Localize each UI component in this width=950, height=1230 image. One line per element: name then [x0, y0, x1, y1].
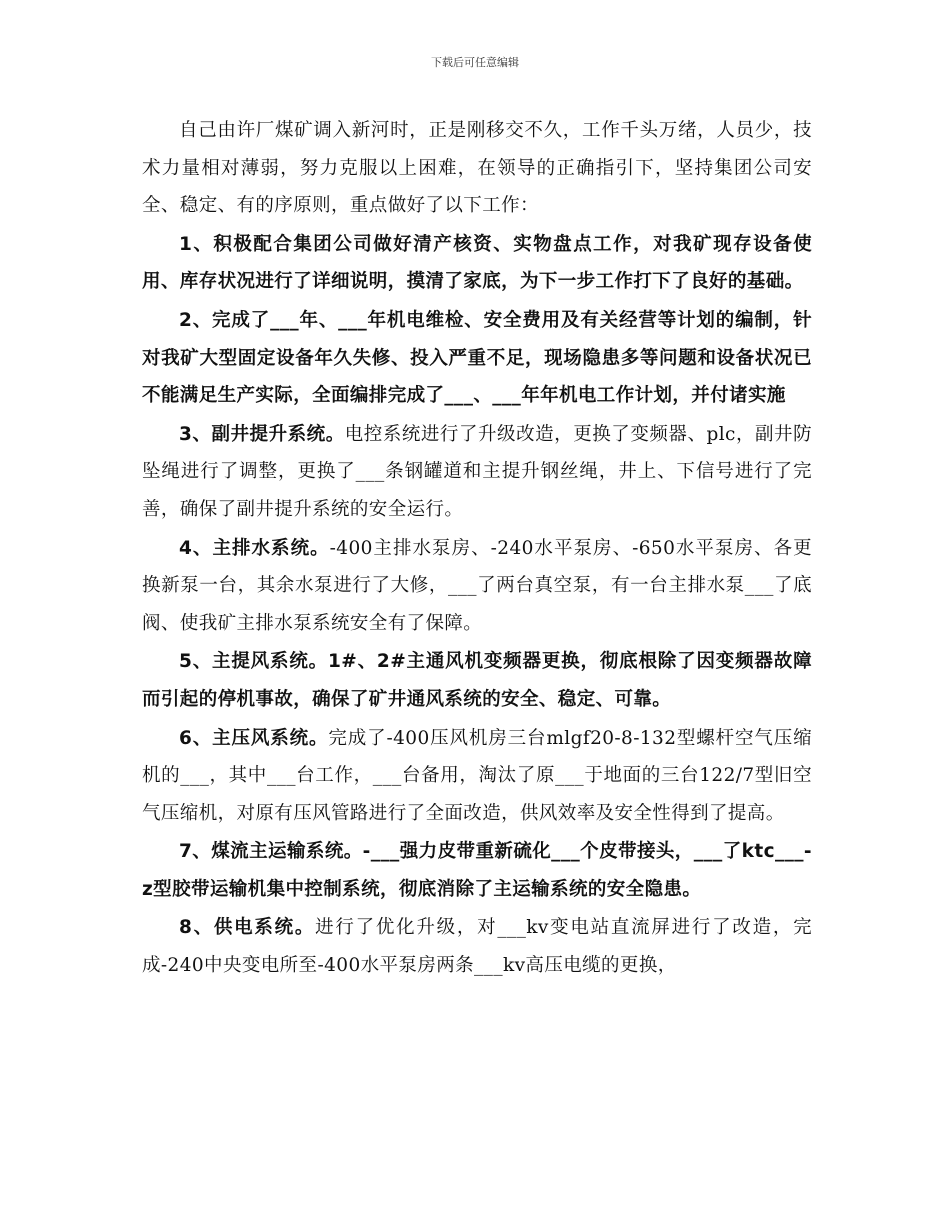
intro-paragraph: 自己由许厂煤矿调入新河时，正是刚移交不久，工作千头万绪，人员少，技术力量相对薄弱，努力克服以上困难，在领导的正确指引下，坚持集团公司安全、稳定、有的序原则，重点做好了以下工作：	[142, 120, 812, 217]
item-8-text: 进行了优化升级，对___kv变电站直流屏进行了改造，完成-240中央变电所至-400水平泵房两条___kv高压电缆的更换，	[142, 917, 812, 977]
item-6-heading: 6、主压风系统。	[179, 727, 329, 749]
item-4-text: -400主排水泵房、-240水平泵房、-650水平泵房、各更换新泵一台，其余水泵进行了大修，___了两台真空泵，有一台主排水泵___了底阀、使我矿主排水泵系统安全有了保障。	[142, 537, 812, 634]
item-3-paragraph	[142, 416, 812, 529]
item-4-paragraph	[142, 530, 812, 643]
item-7-heading: 7、煤流主运输系统。-___强力皮带重新硫化___个皮带接头，___了ktc___-z型胶带运输机集中控制系统，彻底消除了主运输系统的安全隐患。	[142, 841, 812, 900]
item-7-paragraph	[142, 833, 812, 908]
item-5-heading: 5、主提风系统。1#、2#主通风机变频器更换，彻底根除了因变频器故障而引起的停机事故，确保了矿井通风系统的安全、稳定、可靠。	[142, 651, 812, 710]
item-6-text: 完成了-400压风机房三台mlgf20-8-132型螺杆空气压缩机的___，其中___台工作，___台备用，淘汰了原___于地面的三台122/7型旧空气压缩机，对原有压风管路进行了全面改造，供风效率及安全性得到了提高。	[142, 727, 812, 824]
item-8-paragraph	[142, 909, 812, 984]
item-1-paragraph	[142, 226, 812, 301]
page-header: 下载后可任意编辑	[431, 56, 519, 69]
item-1-heading: 1、积极配合集团公司做好清产核资、实物盘点工作，对我矿现存设备使用、库存状况进行了详细说明，摸清了家底，为下一步工作打下了良好的基础。	[142, 233, 812, 293]
item-4-heading: 4、主排水系统。	[179, 537, 330, 559]
item-8-heading: 8、供电系统。	[179, 917, 316, 939]
item-6-paragraph	[142, 720, 812, 833]
item-2-heading: 2、完成了___年、___年机电维检、安全费用及有关经营等计划的编制，针对我矿大型固定设备年久失修、投入严重不足，现场隐患多等问题和设备状况已不能满足生产实际，全面编排完成了___、___年年机电工作计划，并付诸实施	[142, 309, 812, 407]
item-2-paragraph	[142, 302, 812, 415]
item-3-text: 电控系统进行了升级改造，更换了变频器、plc，副井防坠绳进行了调整，更换了___条钢罐道和主提升钢丝绳，井上、下信号进行了完善，确保了副井提升系统的安全运行。	[142, 423, 812, 520]
item-3-heading: 3、副井提升系统。	[179, 423, 345, 445]
item-5-paragraph	[142, 643, 812, 718]
document-body	[142, 112, 812, 986]
